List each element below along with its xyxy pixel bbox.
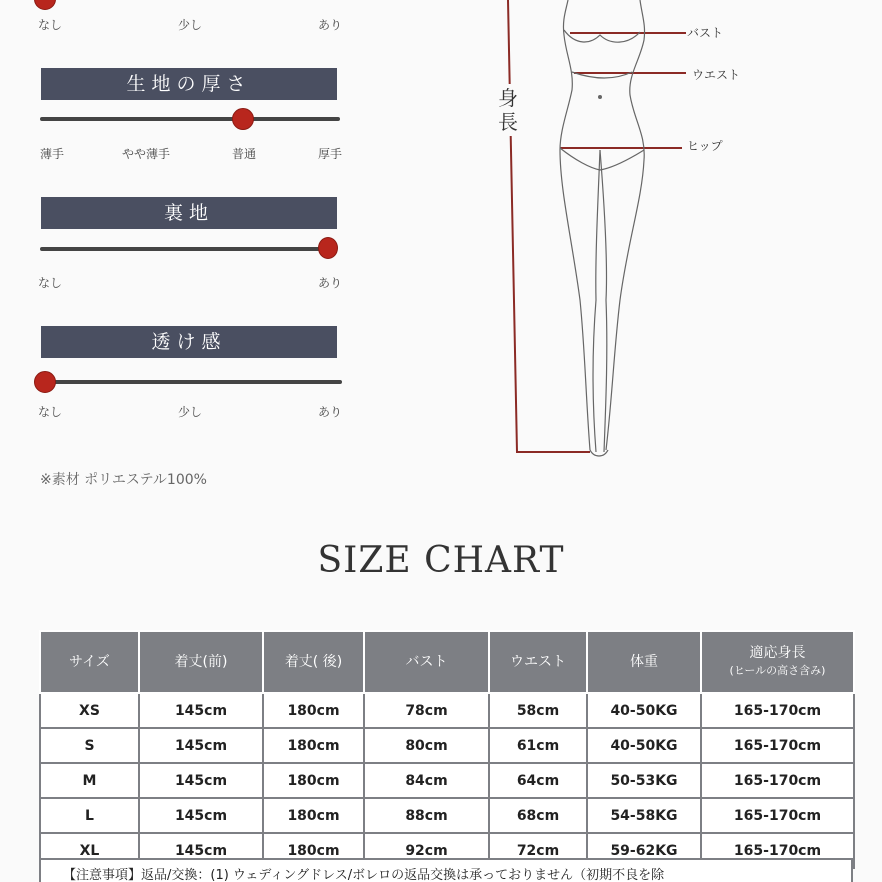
- scale-label: なし: [37, 405, 63, 419]
- table-cell: S: [40, 728, 139, 763]
- table-cell: 180cm: [263, 693, 364, 728]
- attribute-title: 裏地: [41, 197, 337, 229]
- table-row: [40, 763, 854, 798]
- attribute-0-label-0: なし: [37, 18, 63, 32]
- table-row: [40, 693, 854, 728]
- table-cell: 145cm: [139, 693, 263, 728]
- size-chart-header-row: [40, 631, 854, 693]
- table-row: [40, 728, 854, 763]
- table-row: [40, 798, 854, 833]
- table-cell: 50-53KG: [587, 763, 701, 798]
- table-cell: XL: [40, 833, 139, 868]
- size-chart-notice: 【注意事項】返品/交換：(1) ウェディングドレス/ボレロの返品交換は承っておりません（初期不良を除: [39, 858, 853, 882]
- table-cell: 180cm: [263, 798, 364, 833]
- table-cell: 61cm: [489, 728, 587, 763]
- table-cell: 88cm: [364, 798, 489, 833]
- table-cell: XS: [40, 693, 139, 728]
- table-cell: 165-170cm: [701, 693, 854, 728]
- figure-height-label: 身長: [498, 86, 518, 134]
- table-cell: 165-170cm: [701, 728, 854, 763]
- table-cell: L: [40, 798, 139, 833]
- table-cell: 92cm: [364, 833, 489, 868]
- table-cell: 180cm: [263, 833, 364, 868]
- attribute-title: 透け感: [41, 326, 337, 358]
- scale-label: 薄手: [39, 147, 65, 161]
- table-cell: 145cm: [139, 763, 263, 798]
- table-cell: 180cm: [263, 763, 364, 798]
- table-cell: 59-62KG: [587, 833, 701, 868]
- table-cell: 78cm: [364, 693, 489, 728]
- table-cell: 165-170cm: [701, 833, 854, 868]
- scale-label: 少し: [177, 405, 203, 419]
- attribute-0-label-1: 少し: [177, 18, 203, 32]
- figure-hip-label: ヒップ: [687, 139, 723, 153]
- table-cell: 72cm: [489, 833, 587, 868]
- table-cell: M: [40, 763, 139, 798]
- table-cell: 80cm: [364, 728, 489, 763]
- scale-label: 普通: [231, 147, 257, 161]
- table-cell: 145cm: [139, 833, 263, 868]
- table-cell: 165-170cm: [701, 798, 854, 833]
- table-cell: 40-50KG: [587, 728, 701, 763]
- scale-label: 厚手: [317, 147, 343, 161]
- header-size: サイズ: [40, 631, 139, 693]
- scale-label: なし: [37, 276, 63, 290]
- header-recommended-height: 適応身長 (ヒールの高さ含み): [701, 631, 854, 693]
- size-chart-table: [39, 630, 855, 869]
- table-cell: 54-58KG: [587, 798, 701, 833]
- table-cell: 145cm: [139, 798, 263, 833]
- scale-label: あり: [317, 405, 343, 419]
- material-note: ※素材 ポリエステル100%: [40, 472, 207, 488]
- attribute-title: 生地の厚さ: [41, 68, 337, 100]
- size-chart-title: SIZE CHART: [317, 540, 565, 581]
- table-cell: 165-170cm: [701, 763, 854, 798]
- table-cell: 64cm: [489, 763, 587, 798]
- attribute-0-label-2: あり: [317, 18, 343, 32]
- header-bust: バスト: [364, 631, 489, 693]
- header-length-back: 着丈( 後): [263, 631, 364, 693]
- table-cell: 145cm: [139, 728, 263, 763]
- figure-bust-label: バスト: [687, 26, 724, 40]
- header-waist: ウエスト: [489, 631, 587, 693]
- table-cell: 40-50KG: [587, 693, 701, 728]
- table-cell: 68cm: [489, 798, 587, 833]
- figure-waist-label: ウエスト: [692, 68, 741, 82]
- scale-label: やや薄手: [121, 147, 171, 161]
- table-cell: 58cm: [489, 693, 587, 728]
- header-weight: 体重: [587, 631, 701, 693]
- table-cell: 180cm: [263, 728, 364, 763]
- scale-label: あり: [317, 276, 343, 290]
- header-length-front: 着丈(前): [139, 631, 263, 693]
- table-cell: 84cm: [364, 763, 489, 798]
